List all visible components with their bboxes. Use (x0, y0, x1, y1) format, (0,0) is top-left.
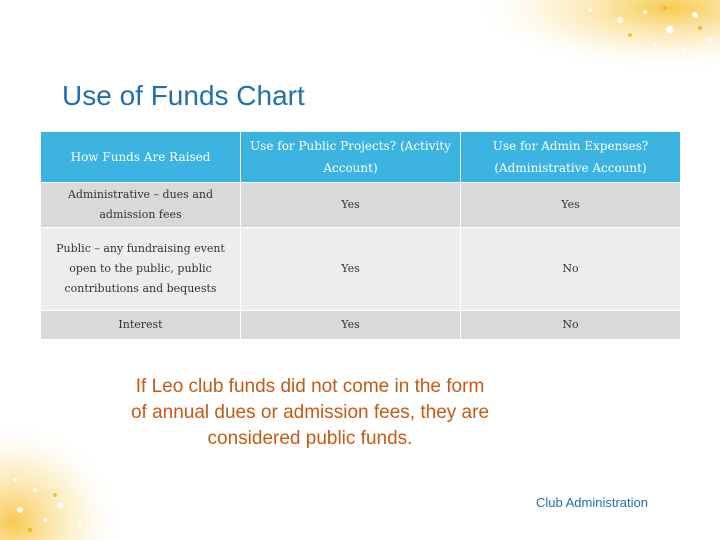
table-row (41, 183, 681, 228)
cell-public-use: Yes (241, 228, 461, 311)
header-admin-expenses: Use for Admin Expenses? (Administrative Account) (461, 132, 681, 183)
cell-admin-use: Yes (461, 183, 681, 228)
sparkle-decoration-top (470, 0, 720, 80)
header-how-raised: How Funds Are Raised (41, 132, 241, 183)
table-row (41, 311, 681, 340)
header-public-projects: Use for Public Projects? (Activity Account) (241, 132, 461, 183)
table-row (41, 228, 681, 311)
table-header-row (41, 132, 681, 183)
public-funds-note: If Leo club funds did not come in the form of annual dues or admission fees, they are considered public funds. (130, 376, 490, 449)
cell-source: Interest (41, 311, 241, 340)
footer-label: Club Administration (536, 495, 648, 510)
cell-source: Administrative – dues and admission fees (41, 183, 241, 228)
slide-title: Use of Funds Chart (62, 80, 305, 111)
cell-public-use: Yes (241, 183, 461, 228)
sparkle-decoration-bottom (0, 420, 130, 540)
cell-public-use: Yes (241, 311, 461, 340)
cell-admin-use: No (461, 228, 681, 311)
funds-table (40, 131, 681, 340)
cell-admin-use: No (461, 311, 681, 340)
cell-source: Public – any fundraising event open to the public, public contributions and bequests (41, 228, 241, 311)
